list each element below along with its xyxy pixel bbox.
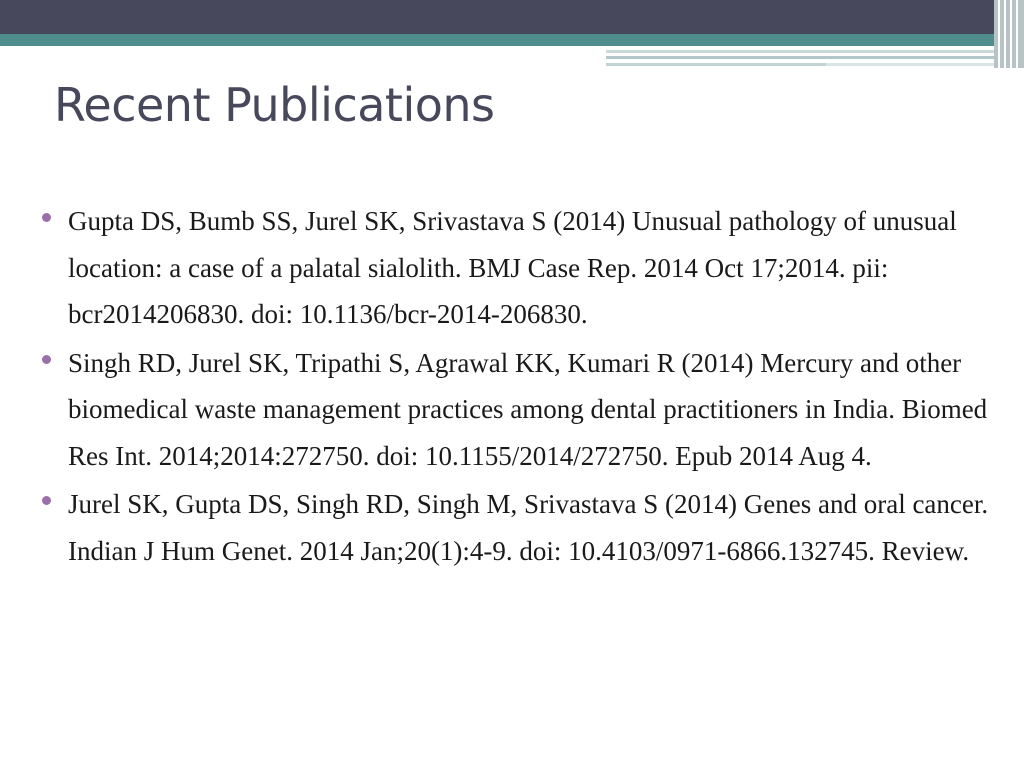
header-vertical-bar	[1016, 0, 1018, 68]
header-banner-dark	[0, 0, 1024, 34]
header-stripe	[826, 63, 996, 66]
bullet-icon	[42, 496, 51, 505]
publication-item	[42, 340, 1004, 480]
publication-text: Singh RD, Jurel SK, Tripathi S, Agrawal KK, Kumari R (2014) Mercury and other biomedical waste management practices among dental practitioners in India. Biomed Res Int. 2014;2014:272750. doi: 10.1155/2014/272750. Epub 2014 Aug 4.	[68, 347, 988, 471]
header-banner-gap	[0, 46, 606, 50]
publication-item	[42, 198, 1004, 338]
bullet-icon	[42, 213, 51, 222]
header-stripe	[606, 50, 996, 53]
header-vertical-bar	[1004, 0, 1006, 68]
header-stripe	[606, 63, 826, 66]
header-vertical-bar	[1010, 0, 1012, 68]
publication-text: Gupta DS, Bumb SS, Jurel SK, Srivastava S (2014) Unusual pathology of unusual location: a case of a palatal sialolith. BMJ Case Rep. 2014 Oct 17;2014. pii: bcr2014206830. doi: 10.1136/bcr-2014-206830.	[68, 206, 957, 329]
publication-item	[42, 481, 1004, 574]
slide-title: Recent Publications	[54, 78, 495, 132]
header-banner-teal	[0, 34, 1024, 46]
bullet-icon	[42, 355, 51, 364]
header-vertical-bar	[998, 0, 1000, 68]
publication-text: Jurel SK, Gupta DS, Singh RD, Singh M, Srivastava S (2014) Genes and oral cancer. Indian J Hum Genet. 2014 Jan;20(1):4-9. doi: 10.4103/0971-6866.132745. Review.	[68, 489, 989, 566]
publication-list	[42, 198, 1004, 576]
header-stripe	[606, 56, 996, 59]
